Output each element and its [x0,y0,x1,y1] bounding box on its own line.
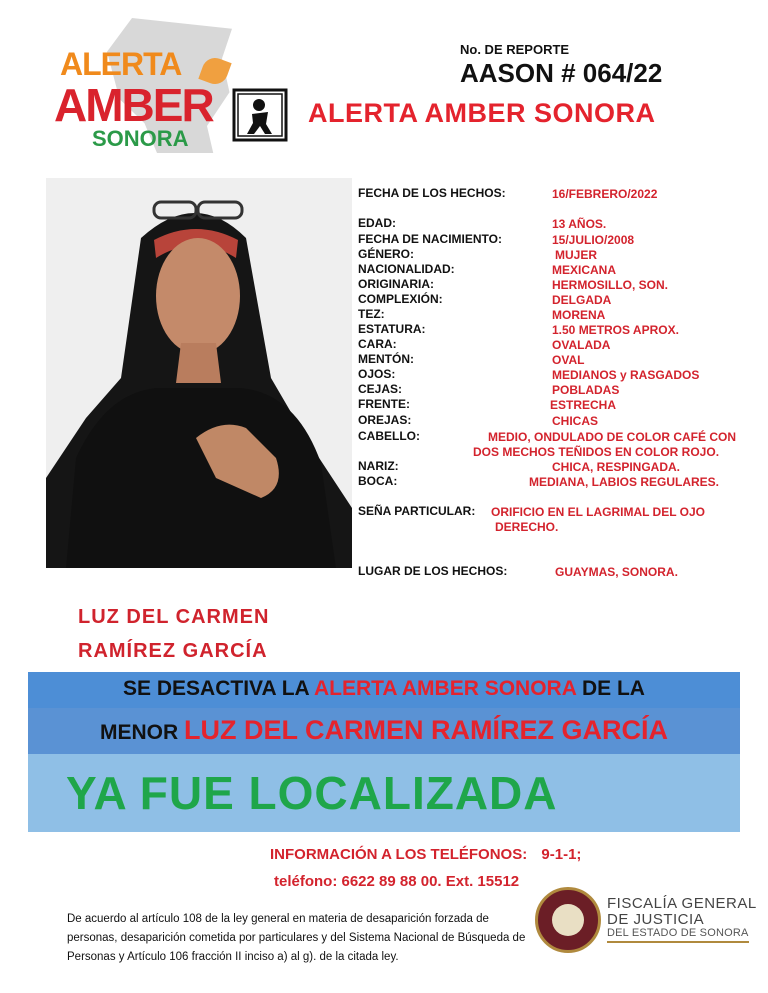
originaria-value: HERMOSILLO, SON. [552,278,669,292]
legal-text: De acuerdo al artículo 108 de la ley general en materia de desaparición forzada de personas, desaparición cometida por particulares y del Sistema Nacional de Búsqueda de Personas y Artículo 106 fracción II inciso a) al g). de la citada ley. [67,913,526,963]
banner-person-name: LUZ DEL CARMEN RAMÍREZ GARCÍA [184,715,668,745]
complexion-label: COMPLEXIÓN: [358,292,443,306]
page-title: ALERTA AMBER SONORA [308,98,656,128]
genero-value: MUJER [555,248,598,262]
missing-person-photo [46,178,352,568]
lugar-label: LUGAR DE LOS HECHOS: [358,564,508,578]
boca-value: MEDIANA, LABIOS REGULARES. [529,475,720,489]
banner-text-c: DE LA [576,677,645,700]
found-text: YA FUE LOCALIZADA [66,767,558,819]
nariz-value: CHICA, RESPINGADA. [552,460,681,474]
orejas-label: OREJAS: [358,413,412,427]
orejas-value: CHICAS [552,414,599,428]
frente-value: ESTRECHA [550,398,617,412]
fecha-label: FECHA DE LOS HECHOS: [358,186,506,200]
contact-info [270,846,581,863]
logo-word-alerta: ALERTA [60,46,182,82]
nacimiento-label: FECHA DE NACIMIENTO: [358,232,502,246]
logo-word-amber: AMBER [54,79,213,131]
alerta-amber-logo [52,18,232,153]
cabello-value-line1: MEDIO, ONDULADO DE COLOR CAFÉ CON [488,430,736,444]
banner-menor: MENOR [100,721,184,744]
logo-word-sonora: SONORA [92,126,189,151]
cejas-label: CEJAS: [358,382,403,396]
genero-label: GÉNERO: [358,247,415,261]
nacimiento-value: 15/JULIO/2008 [552,233,635,247]
nariz-label: NARIZ: [358,459,399,473]
cabello-value-line2: DOS MECHOS TEÑIDOS EN COLOR ROJO. [473,445,720,459]
phone-line: teléfono: 6622 89 88 00. Ext. 15512 [274,873,520,890]
cejas-value: POBLADAS [552,383,620,397]
banner-text-a: SE DESACTIVA LA [123,677,314,700]
cara-label: CARA: [358,337,397,351]
sena-label: SEÑA PARTICULAR: [358,504,476,518]
lugar-value: GUAYMAS, SONORA. [555,565,678,579]
menton-label: MENTÓN: [358,352,414,366]
agency-name-line2: DE JUSTICIA [607,911,705,928]
ojos-label: OJOS: [358,367,396,381]
deactivation-banner-line2 [28,708,740,754]
ojos-value: MEDIANOS y RASGADOS [552,368,700,382]
person-name-line1: LUZ DEL CARMEN [78,606,270,628]
edad-value: 13 AÑOS. [552,217,607,231]
report-label: No. DE REPORTE [460,42,570,57]
report-number: AASON # 064/22 [460,58,663,88]
emergency-number: 9-1-1; [541,846,582,863]
tez-value: MORENA [552,308,606,322]
menton-value: OVAL [552,353,585,367]
edad-label: EDAD: [358,216,396,230]
fecha-value: 16/FEBRERO/2022 [552,187,658,201]
person-name-line2: RAMÍREZ GARCÍA [78,640,268,662]
cabello-label: CABELLO: [358,429,420,443]
boca-label: BOCA: [358,474,398,488]
banner-text-b: ALERTA AMBER SONORA [314,677,577,700]
agency-name-line1: FISCALÍA GENERAL [607,895,757,912]
nacionalidad-value: MEXICANA [552,263,617,277]
deactivation-banner-line1 [28,672,740,708]
child-silhouette-icon [232,88,288,142]
agency-name-line3: DEL ESTADO DE SONORA [607,927,749,943]
estatura-value: 1.50 METROS APROX. [552,323,679,337]
originaria-label: ORIGINARIA: [358,277,434,291]
sena-value-line1: ORIFICIO EN EL LAGRIMAL DEL OJO [491,505,706,519]
nacionalidad-label: NACIONALIDAD: [358,262,455,276]
sena-value-line2: DERECHO. [495,520,559,534]
found-banner [28,754,740,832]
tez-label: TEZ: [358,307,385,321]
cara-value: OVALADA [552,338,611,352]
estatura-label: ESTATURA: [358,322,426,336]
fiscalia-seal-icon [535,887,601,953]
frente-label: FRENTE: [358,397,410,411]
complexion-value: DELGADA [552,293,612,307]
phones-label: INFORMACIÓN A LOS TELÉFONOS: [270,846,528,863]
